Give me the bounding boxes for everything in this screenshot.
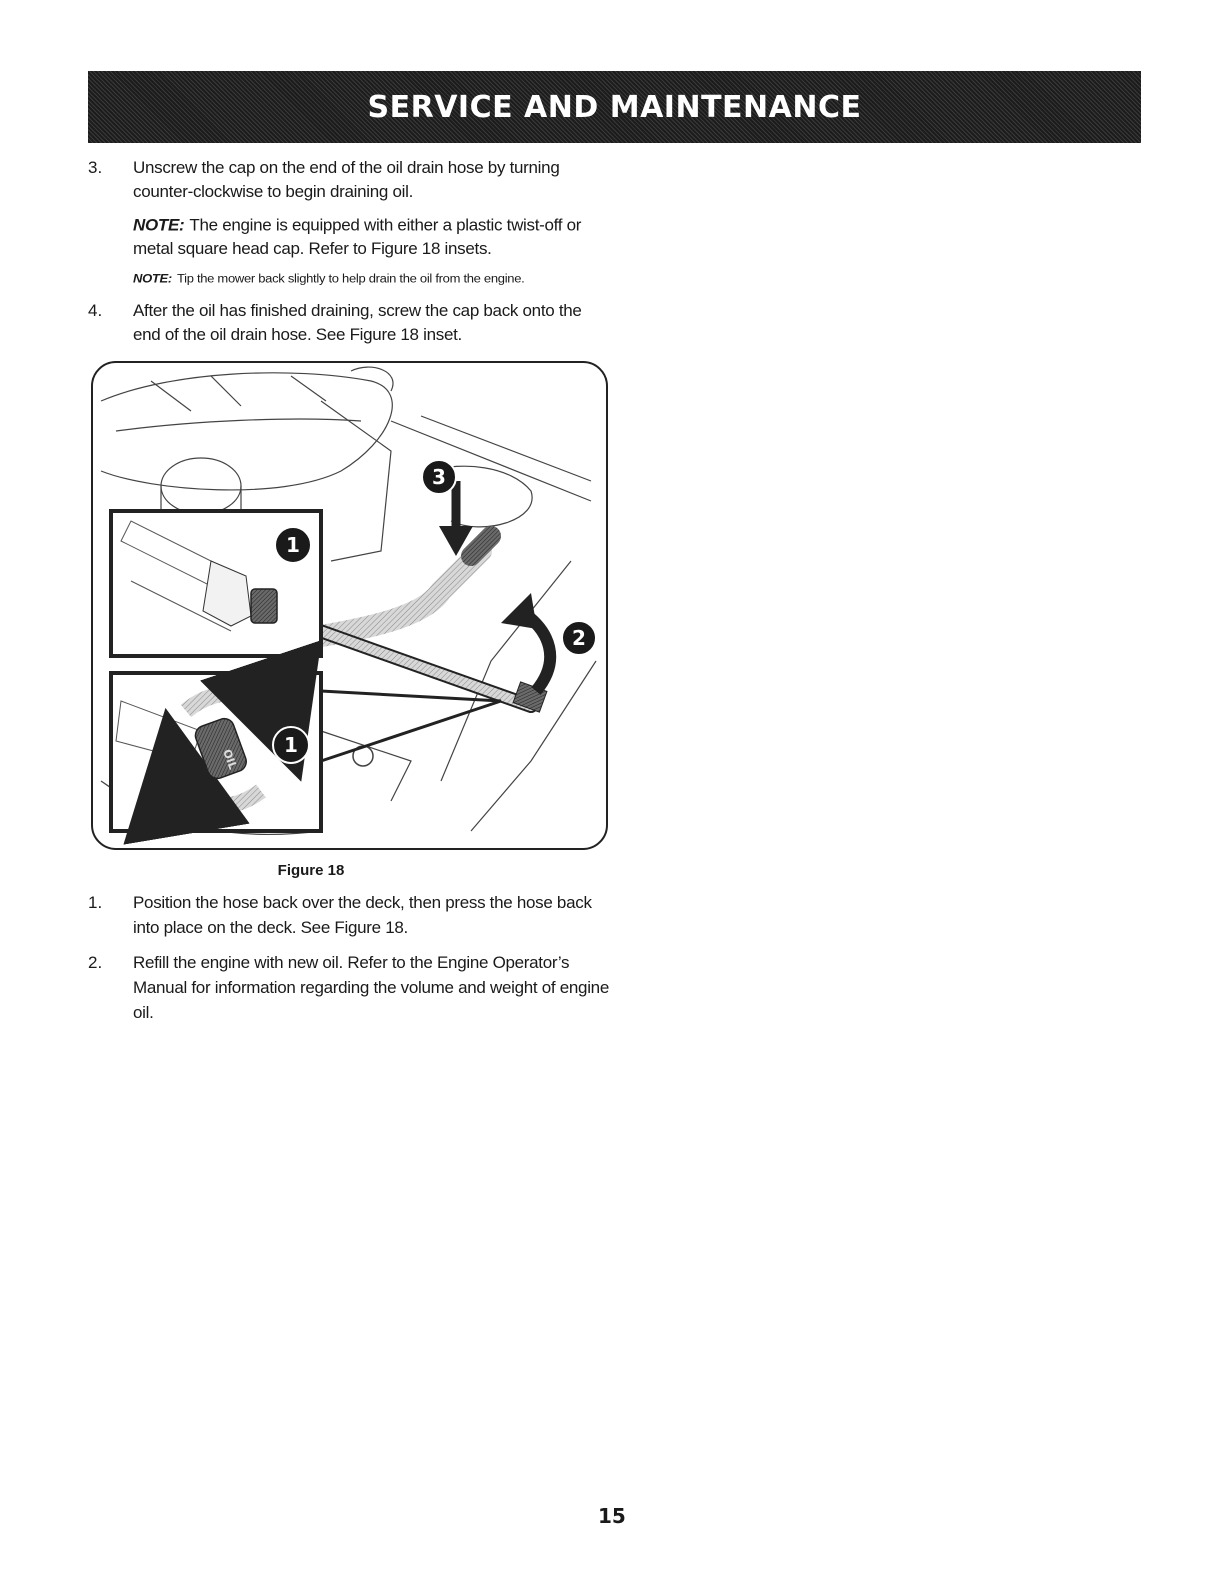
step-number: 4. bbox=[88, 301, 103, 320]
step-4 bbox=[88, 299, 613, 347]
callout-number: 1 bbox=[286, 533, 300, 557]
step-number: 1. bbox=[88, 893, 103, 912]
hose-end bbox=[471, 536, 491, 556]
note-text: Tip the mower back slightly to help drain the oil from the engine. bbox=[176, 271, 525, 286]
instructions-top bbox=[88, 156, 613, 356]
note-label: NOTE: bbox=[133, 271, 172, 286]
callout-badge-1-bottom bbox=[273, 727, 309, 763]
note-text: The engine is equipped with either a plastic twist-off or metal square head cap. Refer to Figure 18 insets. bbox=[133, 216, 582, 258]
step-text: Refill the engine with new oil. Refer to the Engine Operator’s Manual for information regarding the volume and weight of engine oil. bbox=[133, 953, 609, 1022]
step-2 bbox=[88, 950, 613, 1025]
instructions-bottom bbox=[88, 890, 613, 1035]
callout-number: 3 bbox=[432, 465, 446, 489]
figure-18-illustration bbox=[91, 361, 608, 850]
section-header-banner bbox=[88, 71, 1141, 143]
step-text: Position the hose back over the deck, then press the hose back into place on the deck. See Figure 18. bbox=[133, 893, 592, 937]
oil-drain-illustration bbox=[91, 361, 608, 850]
note-cap-type bbox=[133, 213, 613, 261]
page-number: 15 bbox=[598, 1504, 626, 1528]
step-text: After the oil has finished draining, screw the cap back onto the end of the oil drain hose. See Figure 18 inset. bbox=[133, 301, 582, 344]
callout-number: 1 bbox=[284, 733, 298, 757]
callout-badge-2 bbox=[562, 621, 596, 655]
figure-caption: Figure 18 bbox=[277, 862, 345, 879]
step-3 bbox=[88, 156, 613, 204]
callout-badge-3 bbox=[422, 460, 456, 494]
cap-label: OIL bbox=[220, 747, 240, 772]
callout-badge-1-top bbox=[275, 527, 311, 563]
note-label: NOTE: bbox=[133, 216, 185, 235]
step-number: 3. bbox=[88, 158, 103, 177]
note-tip-mower bbox=[133, 270, 613, 287]
step-number: 2. bbox=[88, 953, 103, 972]
step-text: Unscrew the cap on the end of the oil drain hose by turning counter-clockwise to begin draining oil. bbox=[133, 158, 560, 201]
callout-number: 2 bbox=[572, 626, 586, 650]
section-title: SERVICE AND MAINTENANCE bbox=[367, 89, 862, 125]
step-1 bbox=[88, 890, 613, 940]
